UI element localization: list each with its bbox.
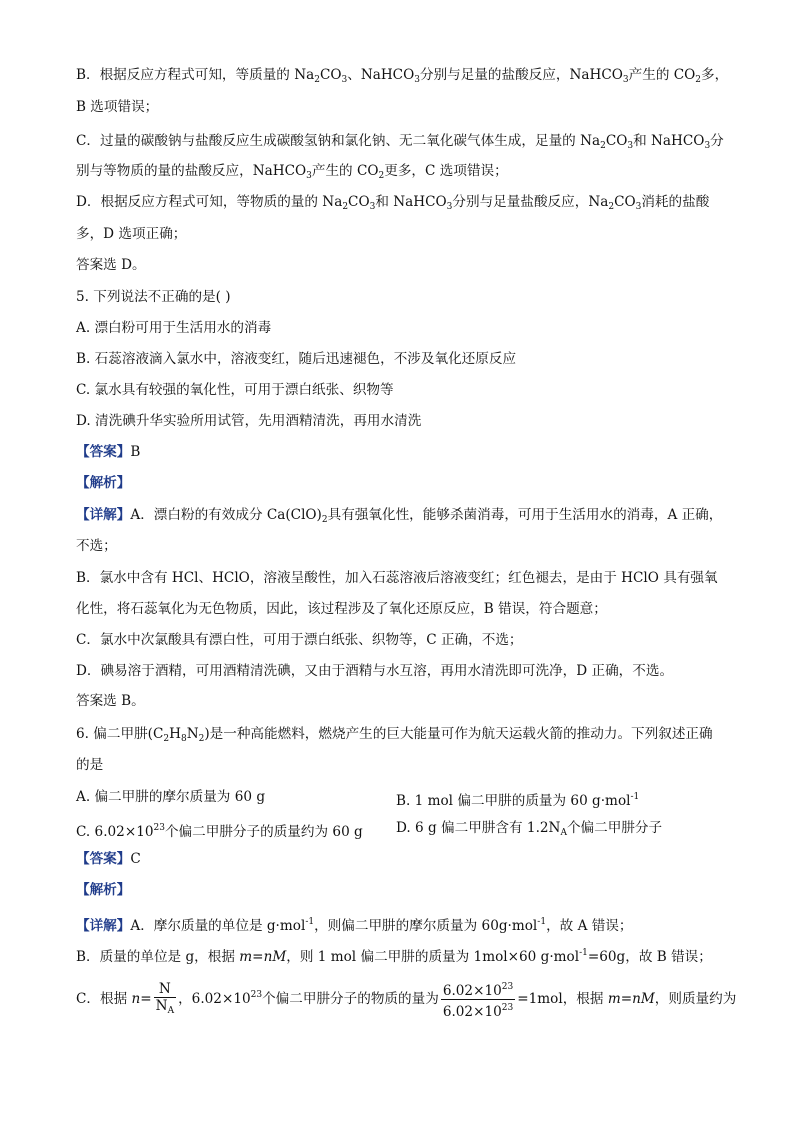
explanation-5-c: C．氯水中次氯酸具有漂白性，可用于漂白纸张、织物等，C 正确，不选； <box>76 632 523 648</box>
answer-5-conclusion: 答案选 B。 <box>76 693 145 709</box>
question-5-option-a: A. 漂白粉可用于生活用水的消毒 <box>76 320 272 336</box>
analysis-6-heading: 【解析】 <box>76 882 131 898</box>
text-line: 多，D 选项正确； <box>76 226 187 242</box>
explanation-5-a: 【详解】A．漂白粉的有效成分 $Ca(ClO)_2$具有强氧化性，能够杀菌消毒，可用于生活用水的消毒，A 正确， <box>76 507 723 525</box>
explanation-5-b: B．氯水中含有 HCl、HClO，溶液呈酸性，加入石蕊溶液后溶液变红；红色褪去，是由于 HClO 具有强氧 <box>76 570 718 586</box>
fraction-n-over-na: $\frac{N}{N_A}$ <box>155 980 175 1016</box>
question-5-option-d: D. 清洗碘升华实验所用试管，先用酒精清洗，再用水清洗 <box>76 413 422 429</box>
text-line: 的是 <box>76 757 104 773</box>
analysis-5-heading: 【解析】 <box>76 475 131 491</box>
question-6-option-b: B. 1 mol 偏二甲肼的质量为 60 g·mol$^{-1}$ <box>396 792 640 809</box>
explanation-6-b: B．质量的单位是 g，根据 m=nM，则 1 mol 偏二甲肼的质量为 1mol×60 g·mol$^{-1}$=60g，故 B 错误； <box>76 948 712 965</box>
explanation-5-d: D．碘易溶于酒精，可用酒精清洗碘，又由于酒精与水互溶，再用水清洗即可洗净，D 正确，不选。 <box>76 663 674 679</box>
text-line: C．过量的碳酸钠与盐酸反应生成碳酸氢钠和氯化钠、无二氧化碳气体生成，足量的 $Na_2CO_3$和 NaHCO$_3$分 <box>76 133 724 151</box>
fraction-count-ratio: $\frac{6.02\times 10^{23}}{6.02\times 10^{23}}$ <box>441 979 515 1020</box>
explanation-6-a: 【详解】A．摩尔质量的单位是 g·mol$^{-1}$，则偏二甲肼的摩尔质量为 60g·mol$^{-1}$，故 A 错误； <box>76 917 633 934</box>
explanation-6-c: C．根据 n= $\frac{N}{N_A}$ ，$6.02\times 10^{23}$个偏二甲肼分子的物质的量为 $\frac{6.02\times 10^{23}}{6.02\times 10^{23}}$ =1mol，根据 m=nM，则质量约为 <box>76 980 737 1020</box>
answer-5: 【答案】B <box>76 444 141 460</box>
text-line: 不选； <box>76 538 117 554</box>
question-6-option-c: C. $6.02\times 10^{23}$个偏二甲肼分子的质量约为 60 g <box>76 823 363 840</box>
question-6-option-a: A. 偏二甲肼的摩尔质量为 60 g <box>76 789 266 805</box>
question-6-option-d: D. 6 g 偏二甲肼含有 $1.2N_A$个偏二甲肼分子 <box>396 820 663 838</box>
question-5-option-b: B. 石蕊溶液滴入氯水中，溶液变红，随后迅速褪色，不涉及氧化还原反应 <box>76 351 517 367</box>
question-5-stem: 5. 下列说法不正确的是( ) <box>76 289 231 305</box>
text-line: D．根据反应方程式可知，等物质的量的 $Na_2CO_3$和 NaHCO$_3$分别与足量盐酸反应，$Na_2CO_3$消耗的盐酸 <box>76 194 710 212</box>
text-line: 化性，将石蕊氧化为无色物质，因此，该过程涉及了氧化还原反应，B 错误，符合题意； <box>76 601 607 617</box>
text-line: B 选项错误； <box>76 99 159 115</box>
text-line: 答案选 D。 <box>76 257 146 273</box>
question-5-option-c: C. 氯水具有较强的氧化性，可用于漂白纸张、织物等 <box>76 382 394 398</box>
text-line: B．根据反应方程式可知，等质量的 $Na_2CO_3$、NaHCO$_3$分别与足量的盐酸反应，NaHCO$_3$产生的 $CO_2$多， <box>76 67 729 85</box>
text-line: 别与等物质的量的盐酸反应，NaHCO$_3$产生的 $CO_2$更多，C 选项错误； <box>76 163 508 181</box>
answer-6: 【答案】C <box>76 851 141 867</box>
question-6-stem: 6. 偏二甲肼$(C_2H_8N_2)$是一种高能燃料，燃烧产生的巨大能量可作为航天运载火箭的推动力。下列叙述正确 <box>76 726 713 744</box>
